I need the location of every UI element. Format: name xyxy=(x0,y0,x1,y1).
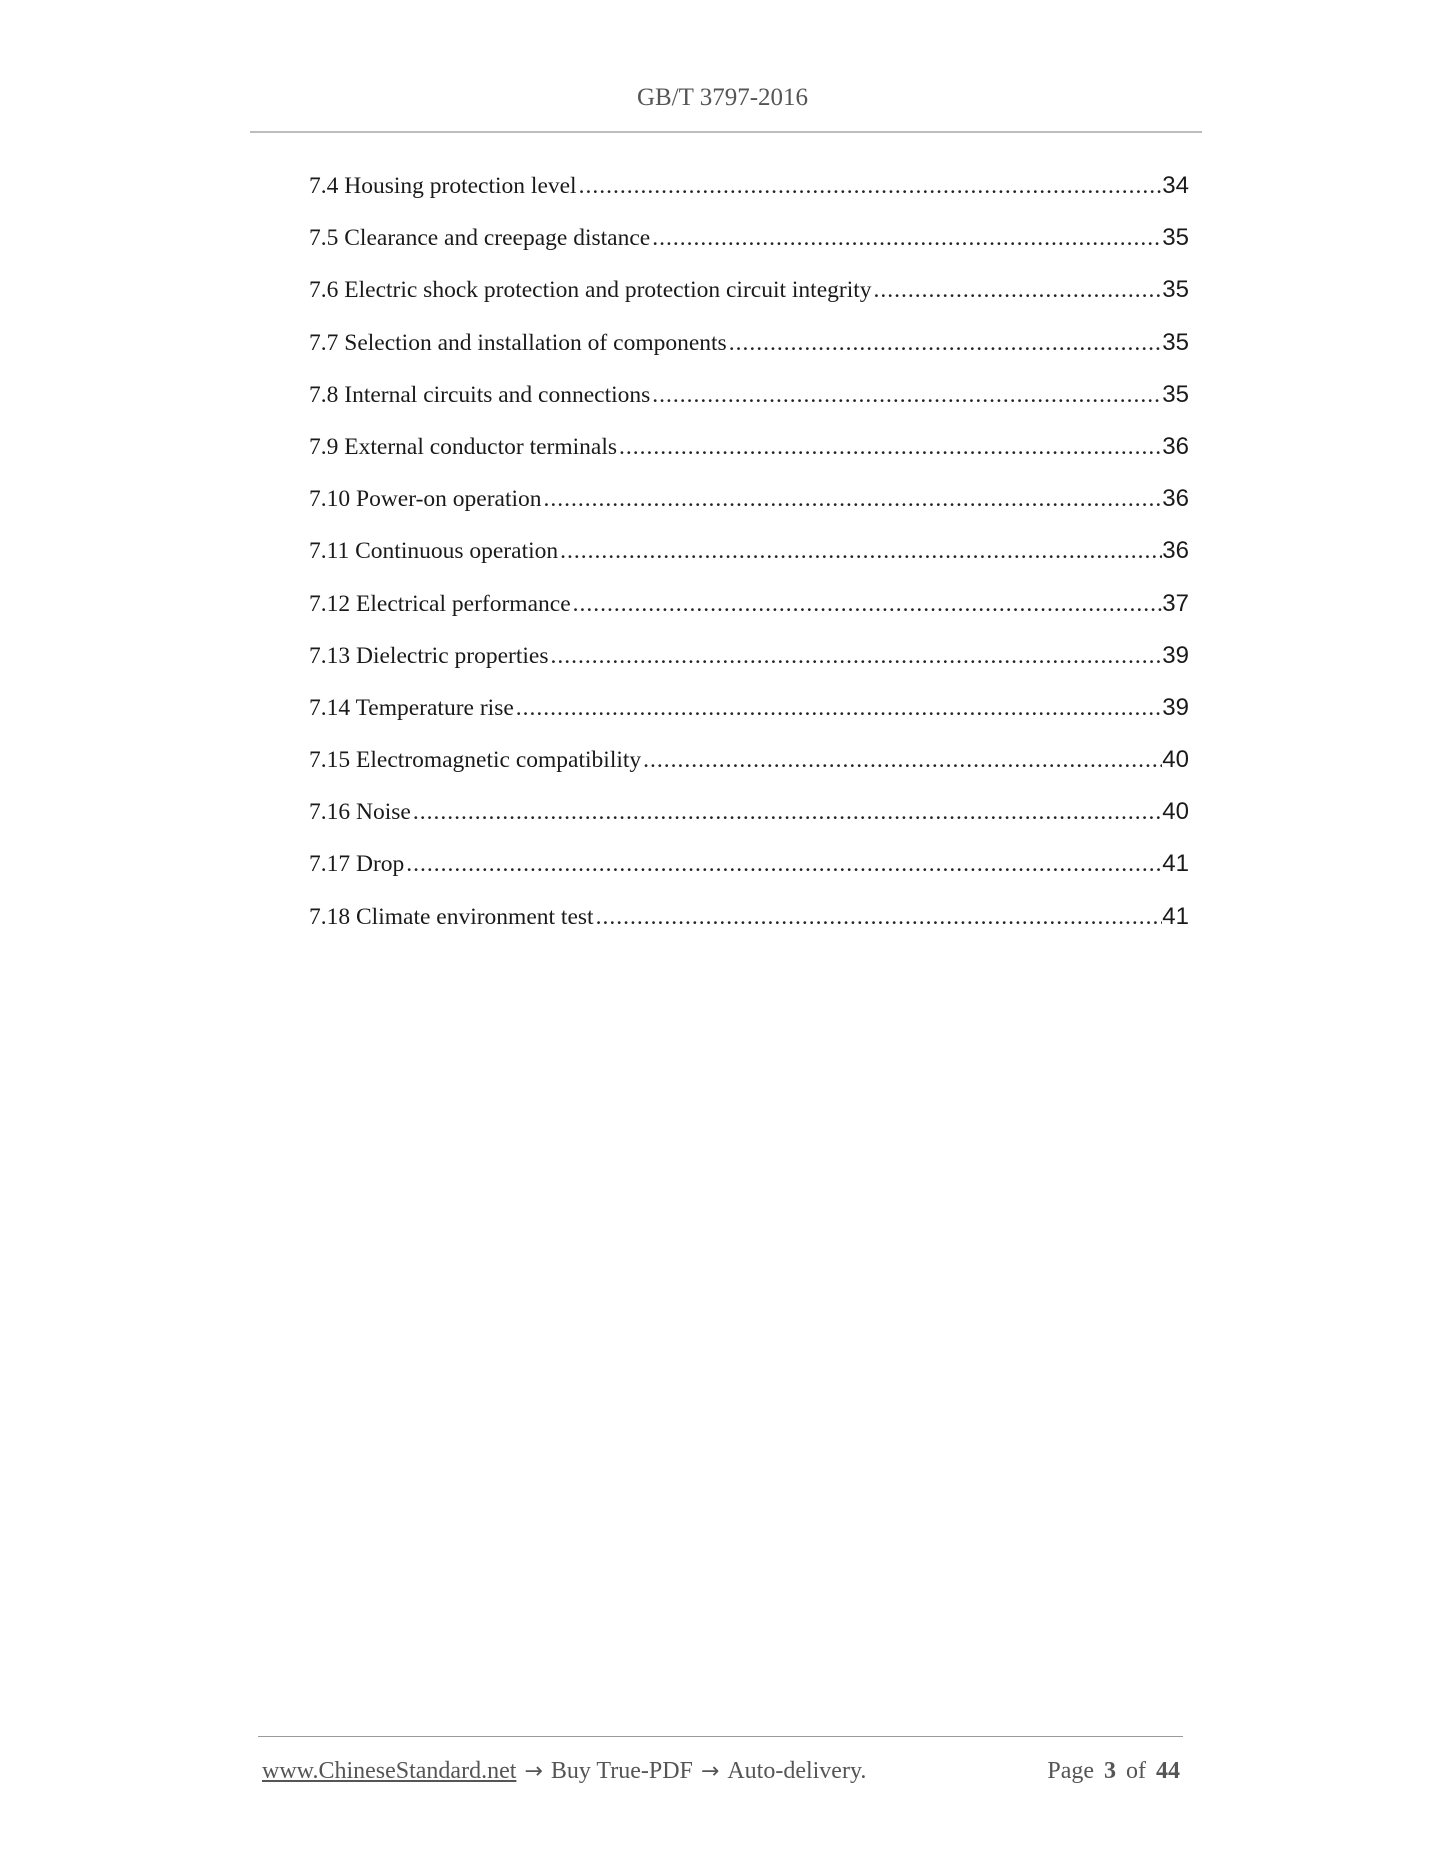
of-word: of xyxy=(1126,1757,1146,1784)
current-page: 3 xyxy=(1104,1757,1116,1784)
toc-dot-leader xyxy=(558,535,1162,567)
toc-entry-page: 39 xyxy=(1162,641,1189,669)
toc-entry-label: 7.6 Electric shock protection and protection circuit integrity xyxy=(309,277,872,304)
toc-entry-page: 34 xyxy=(1162,172,1189,199)
toc-dot-leader xyxy=(542,483,1163,515)
toc-entry-page: 41 xyxy=(1162,850,1189,878)
table-of-contents xyxy=(309,170,1189,953)
toc-entry-label: 7.18 Climate environment test xyxy=(309,903,594,930)
toc-entry-label: 7.17 Drop xyxy=(309,851,405,878)
toc-dot-leader xyxy=(641,744,1162,776)
toc-entry-page: 36 xyxy=(1162,432,1189,460)
toc-entry[interactable] xyxy=(309,796,1189,848)
toc-entry-label: 7.4 Housing protection level xyxy=(309,173,577,199)
toc-entry[interactable] xyxy=(309,483,1189,535)
toc-entry[interactable] xyxy=(309,901,1189,953)
buy-text: Buy True-PDF xyxy=(550,1757,693,1784)
header-divider xyxy=(250,131,1202,133)
toc-entry[interactable] xyxy=(309,222,1189,274)
total-pages: 44 xyxy=(1156,1757,1180,1784)
toc-entry-label: 7.11 Continuous operation xyxy=(309,538,559,565)
toc-dot-leader xyxy=(727,327,1163,359)
toc-dot-leader xyxy=(650,379,1162,411)
toc-dot-leader xyxy=(404,848,1162,880)
toc-entry-page: 40 xyxy=(1162,746,1189,774)
toc-entry-label: 7.16 Noise xyxy=(309,799,411,826)
toc-entry[interactable] xyxy=(309,535,1189,587)
toc-dot-leader xyxy=(872,274,1163,306)
arrow-right-icon: → xyxy=(524,1758,543,1784)
toc-dot-leader xyxy=(594,901,1163,933)
toc-entry-page: 35 xyxy=(1162,328,1189,356)
toc-entry-page: 35 xyxy=(1162,276,1189,304)
page-word: Page xyxy=(1047,1757,1094,1784)
footer-divider xyxy=(258,1736,1183,1737)
toc-entry[interactable] xyxy=(309,431,1189,483)
toc-dot-leader xyxy=(411,796,1162,828)
toc-entry-page: 36 xyxy=(1162,537,1189,565)
toc-entry-label: 7.7 Selection and installation of components xyxy=(309,329,727,356)
toc-entry[interactable] xyxy=(309,379,1189,431)
toc-entry-page: 35 xyxy=(1162,224,1189,252)
toc-entry[interactable] xyxy=(309,170,1189,222)
toc-entry-label: 7.8 Internal circuits and connections xyxy=(309,381,651,408)
toc-entry-page: 35 xyxy=(1162,380,1189,408)
toc-entry-label: 7.5 Clearance and creepage distance xyxy=(309,225,651,252)
toc-entry[interactable] xyxy=(309,274,1189,326)
toc-entry-label: 7.14 Temperature rise xyxy=(309,694,514,721)
toc-entry-label: 7.10 Power-on operation xyxy=(309,486,542,513)
toc-entry[interactable] xyxy=(309,588,1189,640)
toc-entry-page: 37 xyxy=(1162,589,1189,617)
toc-entry[interactable] xyxy=(309,744,1189,796)
page-footer xyxy=(262,1754,1180,1788)
toc-entry-page: 36 xyxy=(1162,485,1189,513)
toc-dot-leader xyxy=(571,588,1163,620)
toc-entry[interactable] xyxy=(309,640,1189,692)
toc-entry-label: 7.13 Dielectric properties xyxy=(309,642,549,669)
toc-entry-page: 39 xyxy=(1162,693,1189,721)
toc-entry-page: 40 xyxy=(1162,798,1189,826)
toc-entry[interactable] xyxy=(309,692,1189,744)
toc-entry-label: 7.12 Electrical performance xyxy=(309,590,571,617)
toc-entry[interactable] xyxy=(309,327,1189,379)
toc-dot-leader xyxy=(548,640,1162,672)
running-header: GB/T 3797-2016 xyxy=(636,84,809,111)
toc-entry-label: 7.15 Electromagnetic compatibility xyxy=(309,747,642,774)
footer-promo xyxy=(262,1758,866,1785)
toc-dot-leader xyxy=(650,222,1162,254)
arrow-right-icon: → xyxy=(700,1758,720,1784)
site-link[interactable]: www.ChineseStandard.net xyxy=(262,1757,517,1784)
toc-entry-page: 41 xyxy=(1162,902,1189,930)
page-indicator xyxy=(1047,1758,1180,1785)
toc-entry-label: 7.9 External conductor terminals xyxy=(309,433,618,460)
toc-entry[interactable] xyxy=(309,848,1189,900)
toc-dot-leader xyxy=(577,170,1163,202)
toc-dot-leader xyxy=(617,431,1162,463)
toc-dot-leader xyxy=(514,692,1163,724)
delivery-text: Auto-delivery. xyxy=(727,1757,867,1784)
